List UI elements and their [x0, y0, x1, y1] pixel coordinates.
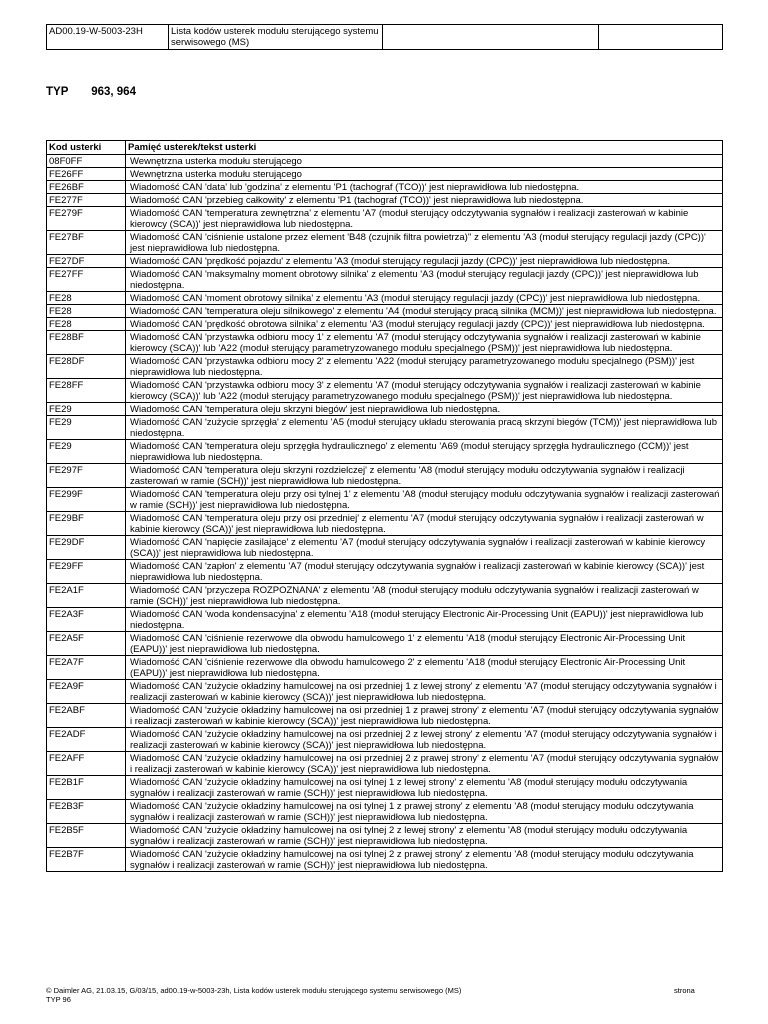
fault-text: Wiadomość CAN 'temperatura oleju przy osi przedniej' z elementu 'A7 (moduł sterujący odczytywania sygnałów i realizacji zasterowań w kabinie kierowcy (SCA))' jest nieprawidłowa lub niedostępna.	[126, 512, 723, 536]
fault-code: FE26BF	[47, 181, 126, 194]
table-row	[47, 704, 723, 728]
fault-text: Wiadomość CAN 'temperatura oleju skrzyni rozdzielczej' z elementu 'A8 (moduł sterujący modułu odczytywania sygnałów i realizacji zasterowań w ramie (SCH))' jest nieprawidłowa lub niedostępna.	[126, 464, 723, 488]
fault-code: FE2B3F	[47, 800, 126, 824]
fault-text: Wiadomość CAN 'przyczepa ROZPOZNANA' z elementu 'A8 (moduł sterujący modułu odczytywania sygnałów i realizacji zasterowań w ramie (SCH))' jest nieprawidłowa lub niedostępna.	[126, 584, 723, 608]
table-row	[47, 656, 723, 680]
fault-code: FE29FF	[47, 560, 126, 584]
table-row	[47, 512, 723, 536]
fault-code: FE28	[47, 318, 126, 331]
fault-code: FE277F	[47, 194, 126, 207]
table-row	[47, 800, 723, 824]
fault-text: Wiadomość CAN 'przebieg całkowity' z elementu 'P1 (tachograf (TCO))' jest nieprawidłowa lub niedostępna.	[126, 194, 723, 207]
fault-text: Wiadomość CAN 'ciśnienie rezerwowe dla obwodu hamulcowego 2' z elementu 'A18 (moduł sterujący Electronic Air-Processing Unit (EAPU))' jest nieprawidłowa lub niedostępna.	[126, 656, 723, 680]
table-row	[47, 824, 723, 848]
fault-code: FE29DF	[47, 536, 126, 560]
fault-code: FE2A1F	[47, 584, 126, 608]
fault-text: Wiadomość CAN 'temperatura oleju skrzyni biegów' jest nieprawidłowa lub niedostępna.	[126, 403, 723, 416]
fault-code: FE2B1F	[47, 776, 126, 800]
column-header-text: Pamięć usterek/tekst usterki	[126, 141, 723, 155]
document-id: AD00.19-W-5003-23H	[47, 25, 169, 50]
fault-text: Wewnętrzna usterka modułu sterującego	[126, 168, 723, 181]
table-row	[47, 560, 723, 584]
fault-code: FE297F	[47, 464, 126, 488]
table-row	[47, 207, 723, 231]
table-row	[47, 416, 723, 440]
fault-text: Wiadomość CAN 'zużycie okładziny hamulcowej na osi tylnej 2 z lewej strony' z elementu 'A8 (moduł sterujący modułu odczytywania sygnałów i realizacji zasterowań w ramie (SCH))' jest nieprawidłowa lub niedostępna.	[126, 824, 723, 848]
fault-code: FE28DF	[47, 355, 126, 379]
table-row	[47, 488, 723, 512]
table-row	[47, 584, 723, 608]
fault-code: FE2ADF	[47, 728, 126, 752]
fault-text: Wiadomość CAN 'maksymalny moment obrotowy silnika' z elementu 'A3 (moduł sterujący regulacji jazdy (CPC))' jest nieprawidłowa lub niedostępna.	[126, 268, 723, 292]
fault-text: Wiadomość CAN 'temperatura oleju przy osi tylnej 1' z elementu 'A8 (moduł sterujący modułu odczytywania sygnałów i realizacji zasterowań w ramie (SCH))' jest nieprawidłowa lub niedostępna.	[126, 488, 723, 512]
footer-copyright: © Daimler AG, 21.03.15, G/03/15, ad00.19-w-5003-23h, Lista kodów usterek modułu sterującego systemu serwisowego (MS)	[46, 986, 462, 995]
document-title: Lista kodów usterek modułu sterującego systemu serwisowego (MS)	[169, 25, 383, 50]
table-row	[47, 728, 723, 752]
fault-text: Wiadomość CAN 'przystawka odbioru mocy 3' z elementu 'A7 (moduł sterujący odczytywania sygnałów i realizacji zasterowań w kabinie kierowcy (SCA))' lub 'A22 (moduł sterujący parametryzowanego modułu specjalnego (PSM))' jest nieprawidłowa lub niedostępna.	[126, 379, 723, 403]
table-row	[47, 680, 723, 704]
fault-code-table	[46, 140, 723, 872]
fault-code: FE279F	[47, 207, 126, 231]
fault-code: FE29	[47, 416, 126, 440]
footer-page-label: strona	[674, 986, 695, 995]
fault-code: FE28	[47, 292, 126, 305]
column-header-code: Kod usterki	[47, 141, 126, 155]
fault-code: FE2A5F	[47, 632, 126, 656]
fault-code: FE29	[47, 440, 126, 464]
fault-text: Wiadomość CAN 'ciśnienie ustalone przez element 'B48 (czujnik filtra powietrza)'' z elementu 'A3 (moduł sterujący regulacji jazdy (CPC))' jest nieprawidłowa lub niedostępna.	[126, 231, 723, 255]
fault-text: Wiadomość CAN 'prędkość pojazdu' z elementu 'A3 (moduł sterujący regulacji jazdy (CPC))' jest nieprawidłowa lub niedostępna.	[126, 255, 723, 268]
fault-code: FE299F	[47, 488, 126, 512]
fault-text: Wiadomość CAN 'przystawka odbioru mocy 2' z elementu 'A22 (moduł sterujący parametryzowanego modułu specjalnego (PSM))' jest nieprawidłowa lub niedostępna.	[126, 355, 723, 379]
fault-code: FE2B7F	[47, 848, 126, 872]
fault-text: Wiadomość CAN 'przystawka odbioru mocy 1' z elementu 'A7 (moduł sterujący odczytywania sygnałów i realizacji zasterowań w kabinie kierowcy (SCA))' lub 'A22 (moduł sterujący parametryzowanego modułu specjalnego (PSM))' jest nieprawidłowa lub niedostępna.	[126, 331, 723, 355]
table-row	[47, 292, 723, 305]
table-row	[47, 752, 723, 776]
fault-text: Wiadomość CAN 'data' lub 'godzina' z elementu 'P1 (tachograf (TCO))' jest nieprawidłowa lub niedostępna.	[126, 181, 723, 194]
fault-code: FE2ABF	[47, 704, 126, 728]
fault-code: FE28	[47, 305, 126, 318]
fault-text: Wiadomość CAN 'napięcie zasilające' z elementu 'A7 (moduł sterujący odczytywania sygnałów i realizacji zasterowań w kabinie kierowcy (SCA))' jest nieprawidłowa lub niedostępna.	[126, 536, 723, 560]
fault-code: FE2AFF	[47, 752, 126, 776]
table-row	[47, 355, 723, 379]
fault-code: FE29BF	[47, 512, 126, 536]
table-row	[47, 168, 723, 181]
fault-text: Wiadomość CAN 'woda kondensacyjna' z elementu 'A18 (moduł sterujący Electronic Air-Processing Unit (EAPU))' jest nieprawidłowa lub niedostępna.	[126, 608, 723, 632]
fault-text: Wiadomość CAN 'zużycie okładziny hamulcowej na osi tylnej 1 z lewej strony' z elementu 'A8 (moduł sterujący modułu odczytywania sygnałów i realizacji zasterowań w ramie (SCH))' jest nieprawidłowa lub niedostępna.	[126, 776, 723, 800]
fault-text: Wiadomość CAN 'prędkość obrotowa silnika' z elementu 'A3 (moduł sterujący regulacji jazdy (CPC))' jest nieprawidłowa lub niedostępna.	[126, 318, 723, 331]
table-row	[47, 255, 723, 268]
table-row	[47, 464, 723, 488]
fault-code: FE2B5F	[47, 824, 126, 848]
table-row	[47, 181, 723, 194]
table-row	[47, 318, 723, 331]
fault-text: Wiadomość CAN 'zapłon' z elementu 'A7 (moduł sterujący odczytywania sygnałów i realizacji zasterowań w kabinie kierowcy (SCA))' jest nieprawidłowa lub niedostępna.	[126, 560, 723, 584]
fault-code: FE29	[47, 403, 126, 416]
table-row	[47, 155, 723, 168]
table-row	[47, 776, 723, 800]
header-cell-3	[383, 25, 599, 50]
typ-label: TYP	[46, 86, 69, 98]
fault-text: Wiadomość CAN 'moment obrotowy silnika' z elementu 'A3 (moduł sterujący regulacji jazdy (CPC))' jest nieprawidłowa lub niedostępna.	[126, 292, 723, 305]
table-row	[47, 848, 723, 872]
table-row	[47, 403, 723, 416]
fault-code: FE2A9F	[47, 680, 126, 704]
footer-type: TYP 96	[46, 995, 71, 1004]
fault-code: FE2A3F	[47, 608, 126, 632]
fault-code: FE27BF	[47, 231, 126, 255]
fault-text: Wiadomość CAN 'zużycie okładziny hamulcowej na osi przedniej 1 z prawej strony' z elementu 'A7 (moduł sterujący odczytywania sygnałów i realizacji zasterowań w kabinie kierowcy (SCA))' jest nieprawidłowa lub niedostępna.	[126, 704, 723, 728]
fault-text: Wewnętrzna usterka modułu sterującego	[126, 155, 723, 168]
fault-text: Wiadomość CAN 'zużycie okładziny hamulcowej na osi przedniej 1 z lewej strony' z elementu 'A7 (moduł sterujący odczytywania sygnałów i realizacji zasterowań w kabinie kierowcy (SCA))' jest nieprawidłowa lub niedostępna.	[126, 680, 723, 704]
fault-code: 08F0FF	[47, 155, 126, 168]
table-row	[47, 194, 723, 207]
fault-code: FE27DF	[47, 255, 126, 268]
vehicle-type-line	[46, 86, 136, 98]
table-row	[47, 305, 723, 318]
table-row	[47, 379, 723, 403]
page-footer	[46, 986, 722, 1004]
table-row	[47, 536, 723, 560]
fault-text: Wiadomość CAN 'zużycie okładziny hamulcowej na osi tylnej 2 z prawej strony' z elementu 'A8 (moduł sterujący modułu odczytywania sygnałów i realizacji zasterowań w ramie (SCH))' jest nieprawidłowa lub niedostępna.	[126, 848, 723, 872]
table-row	[47, 632, 723, 656]
fault-code: FE2A7F	[47, 656, 126, 680]
document-header-table	[46, 24, 723, 50]
table-row	[47, 268, 723, 292]
fault-text: Wiadomość CAN 'temperatura oleju silnikowego' z elementu 'A4 (moduł sterujący pracą silnika (MCM))' jest nieprawidłowa lub niedostępna.	[126, 305, 723, 318]
fault-text: Wiadomość CAN 'zużycie okładziny hamulcowej na osi tylnej 1 z prawej strony' z elementu 'A8 (moduł sterujący modułu odczytywania sygnałów i realizacji zasterowań w ramie (SCH))' jest nieprawidłowa lub niedostępna.	[126, 800, 723, 824]
fault-code: FE27FF	[47, 268, 126, 292]
table-row	[47, 440, 723, 464]
table-header-row	[47, 141, 723, 155]
fault-text: Wiadomość CAN 'temperatura oleju sprzęgła hydraulicznego' z elementu 'A69 (moduł sterujący sprzęgła hydraulicznego (CCM))' jest nieprawidłowa lub niedostępna.	[126, 440, 723, 464]
header-cell-4	[599, 25, 723, 50]
table-row	[47, 231, 723, 255]
fault-text: Wiadomość CAN 'zużycie sprzęgła' z elementu 'A5 (moduł sterujący układu sterowania pracą skrzyni biegów (TCM))' jest nieprawidłowa lub niedostępna.	[126, 416, 723, 440]
fault-text: Wiadomość CAN 'temperatura zewnętrzna' z elementu 'A7 (moduł sterujący odczytywania sygnałów i realizacji zasterowań w kabinie kierowcy (SCA))' jest nieprawidłowa lub niedostępna.	[126, 207, 723, 231]
typ-value: 963, 964	[91, 86, 136, 98]
fault-code: FE28FF	[47, 379, 126, 403]
fault-text: Wiadomość CAN 'zużycie okładziny hamulcowej na osi przedniej 2 z prawej strony' z elementu 'A7 (moduł sterujący odczytywania sygnałów i realizacji zasterowań w kabinie kierowcy (SCA))' jest nieprawidłowa lub niedostępna.	[126, 752, 723, 776]
fault-text: Wiadomość CAN 'ciśnienie rezerwowe dla obwodu hamulcowego 1' z elementu 'A18 (moduł sterujący Electronic Air-Processing Unit (EAPU))' jest nieprawidłowa lub niedostępna.	[126, 632, 723, 656]
table-row	[47, 331, 723, 355]
fault-code: FE26FF	[47, 168, 126, 181]
fault-text: Wiadomość CAN 'zużycie okładziny hamulcowej na osi przedniej 2 z lewej strony' z elementu 'A7 (moduł sterujący odczytywania sygnałów i realizacji zasterowań w kabinie kierowcy (SCA))' jest nieprawidłowa lub niedostępna.	[126, 728, 723, 752]
fault-code: FE28BF	[47, 331, 126, 355]
table-row	[47, 608, 723, 632]
fault-code-rows	[47, 155, 723, 872]
